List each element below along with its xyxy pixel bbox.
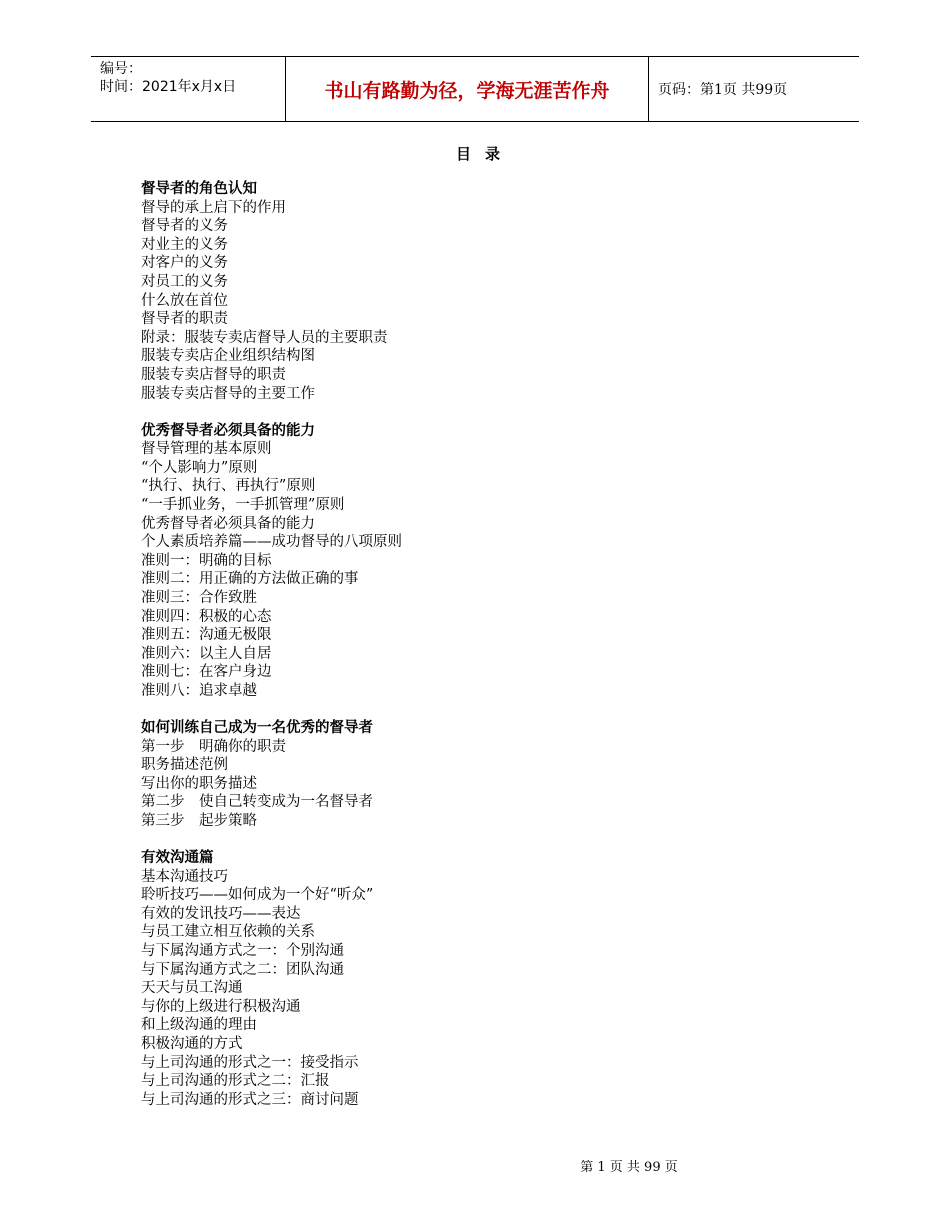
toc-entry: 对业主的义务 — [141, 236, 228, 253]
toc-title: 目录 — [455, 145, 514, 163]
toc-entry: 督导的承上启下的作用 — [141, 199, 286, 216]
toc-entry: 准则七：在客户身边 — [141, 664, 272, 681]
toc-entry: “个人影响力”原则 — [141, 459, 258, 476]
time-label: 时间：2021年x月x日 — [100, 79, 237, 95]
toc-section — [141, 422, 801, 701]
toc-entry: 与下属沟通方式之二：团队沟通 — [141, 961, 344, 978]
toc-section — [141, 180, 801, 403]
toc-entry: 聆听技巧——如何成为一个好“听众” — [141, 887, 374, 904]
toc-entry: 与你的上级进行积极沟通 — [141, 998, 301, 1015]
table-of-contents — [141, 180, 801, 1128]
toc-entry: 优秀督导者必须具备的能力 — [141, 515, 315, 532]
toc-entry: 与员工建立相互依赖的关系 — [141, 924, 315, 941]
toc-entry: 附录：服装专卖店督导人员的主要职责 — [141, 329, 388, 346]
toc-entry: 督导者的义务 — [141, 218, 228, 235]
toc-section — [141, 849, 801, 1109]
toc-section-title: 督导者的角色认知 — [141, 181, 257, 197]
toc-entry: 准则八：追求卓越 — [141, 682, 257, 699]
toc-entry: 积极沟通的方式 — [141, 1036, 243, 1053]
toc-entry: 与上司沟通的形式之一：接受指示 — [141, 1054, 359, 1071]
toc-entry: 服装专卖店督导的主要工作 — [141, 385, 315, 402]
toc-section — [141, 719, 801, 831]
toc-entry: 基本沟通技巧 — [141, 868, 228, 885]
header-meta — [91, 57, 286, 121]
toc-entry: 什么放在首位 — [141, 292, 228, 309]
toc-section-title: 优秀督导者必须具备的能力 — [141, 422, 315, 439]
header-page-code: 页码：第1页 共99页 — [658, 82, 788, 98]
toc-entry: 写出你的职务描述 — [141, 775, 257, 792]
header-motto: 书山有路勤为径，学海无涯苦作舟 — [286, 57, 649, 121]
toc-entry: 准则五：沟通无极限 — [141, 627, 272, 644]
toc-entry: 与下属沟通方式之一：个别沟通 — [141, 943, 344, 960]
toc-entry: “一手抓业务，一手抓管理”原则 — [141, 497, 345, 513]
toc-section-title: 如何训练自己成为一名优秀的督导者 — [141, 720, 373, 737]
toc-entry: 服装专卖店企业组织结构图 — [141, 348, 315, 365]
toc-entry: 对员工的义务 — [141, 273, 228, 290]
toc-entry: 与上司沟通的形式之三：商讨问题 — [141, 1091, 359, 1108]
toc-section-title: 有效沟通篇 — [141, 850, 214, 867]
number-label: 编号： — [100, 61, 142, 77]
toc-entry: 天天与员工沟通 — [141, 980, 243, 997]
toc-entry: 对客户的义务 — [141, 255, 228, 272]
toc-entry: 督导管理的基本原则 — [141, 441, 272, 458]
toc-entry: 有效的发讯技巧——表达 — [141, 905, 301, 922]
document-header — [91, 56, 859, 122]
toc-entry: 第一步 明确你的职责 — [141, 738, 286, 755]
toc-entry: 准则六：以主人自居 — [141, 645, 272, 662]
toc-entry: “执行、执行、再执行”原则 — [141, 478, 316, 495]
toc-entry: 准则四：积极的心态 — [141, 608, 272, 625]
toc-entry: 督导者的职责 — [141, 311, 228, 328]
toc-entry: 第三步 起步策略 — [141, 813, 257, 829]
toc-entry: 准则二：用正确的方法做正确的事 — [141, 571, 359, 588]
toc-entry: 准则一：明确的目标 — [141, 552, 272, 569]
toc-entry: 和上级沟通的理由 — [141, 1017, 257, 1034]
toc-entry: 准则三：合作致胜 — [141, 589, 257, 606]
toc-entry: 与上司沟通的形式之二：汇报 — [141, 1073, 330, 1090]
toc-entry: 第二步 使自己转变成为一名督导者 — [141, 794, 373, 811]
page-footer: 第 1 页 共 99 页 — [580, 1160, 678, 1175]
toc-entry: 职务描述范例 — [141, 757, 228, 774]
toc-entry: 服装专卖店督导的职责 — [141, 366, 286, 383]
toc-entry: 个人素质培养篇——成功督导的八项原则 — [141, 534, 402, 551]
